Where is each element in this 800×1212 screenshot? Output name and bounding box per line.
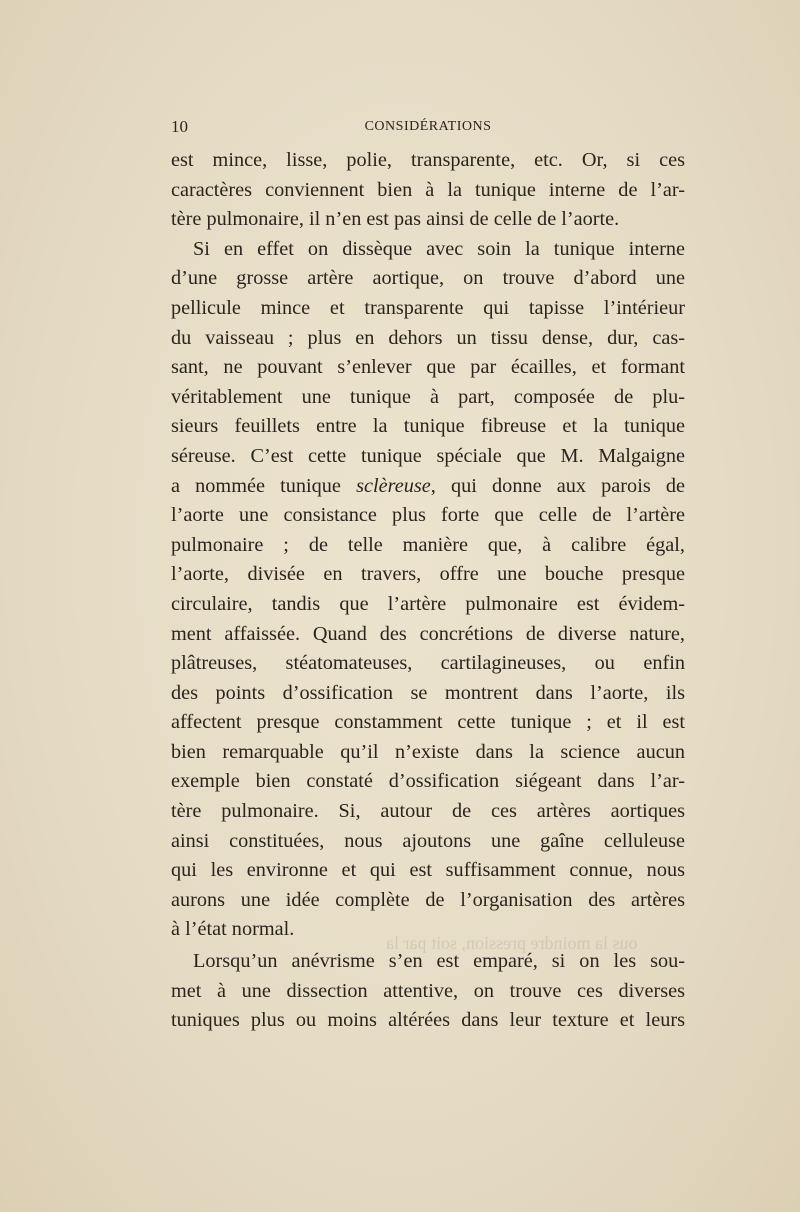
text-line: l’aorte une consistance plus forte que celle de l’artère <box>171 504 685 527</box>
text-line: aurons une idée complète de l’organisation des artères <box>171 888 685 911</box>
text-line: bien remarquable qu’il n’existe dans la science aucun <box>171 740 685 763</box>
text-line: à l’état normal. <box>171 918 295 941</box>
text-line: séreuse. C’est cette tunique spéciale que M. Malgaigne <box>171 444 685 467</box>
text-line: des points d’ossification se montrent dans l’aorte, ils <box>171 681 685 704</box>
text-line: tère pulmonaire, il n’en est pas ainsi de celle de l’aorte. <box>171 208 620 231</box>
text-line: ment affaissée. Quand des concrétions de diverse nature, <box>171 622 685 645</box>
text-line: exemple bien constaté d’ossification siégeant dans l’ar- <box>171 770 685 793</box>
running-head: CONSIDÉRATIONS <box>364 119 492 134</box>
text-line: du vaisseau ; plus en dehors un tissu dense, dur, cas- <box>171 326 685 349</box>
text-line: est mince, lisse, polie, transparente, etc. Or, si ces <box>171 149 685 171</box>
text-line: plâtreuses, stéatomateuses, cartilagineuses, ou enfin <box>171 652 685 675</box>
text-line-with-italic <box>171 472 685 502</box>
text-line: pulmonaire ; de telle manière que, à calibre égal, <box>171 533 685 556</box>
text-line: d’une grosse artère aortique, on trouve d’abord une <box>171 267 685 290</box>
text-line: Si en effet on dissèque avec soin la tunique interne <box>193 237 685 260</box>
page-header <box>171 117 685 139</box>
text-line: tère pulmonaire. Si, autour de ces artères aortiques <box>171 800 685 823</box>
text-line: pellicule mince et transparente qui tapisse l’intérieur <box>171 296 685 319</box>
text-segment: a nommée tunique <box>171 474 357 497</box>
text-line: Lorsqu’un anévrisme s’en est emparé, si on les sou- <box>193 950 685 973</box>
body-text <box>171 146 685 1036</box>
text-line: met à une dissection attentive, on trouve ces diverses <box>171 979 685 1002</box>
text-line: qui les environne et qui est suffisamment connue, nous <box>171 859 685 882</box>
text-line: l’aorte, divisée en travers, offre une bouche presque <box>171 563 685 586</box>
text-line: tuniques plus ou moins altérées dans leur texture et leurs <box>171 1009 685 1032</box>
text-line: circulaire, tandis que l’artère pulmonaire est évidem- <box>171 592 685 615</box>
page-number: 10 <box>171 117 188 136</box>
text-line: affectent presque constamment cette tunique ; et il est <box>171 711 685 734</box>
bleed-through-text: ous la moindre pression, soit par la <box>386 933 638 953</box>
text-line: caractères conviennent bien à la tunique interne de l’ar- <box>171 178 685 201</box>
text-line: sieurs feuillets entre la tunique fibreuse et la tunique <box>171 415 685 438</box>
italic-term: sclèreuse <box>356 474 431 497</box>
text-line: sant, ne pouvant s’enlever que par écailles, et formant <box>171 356 685 379</box>
text-segment: , qui donne aux parois de <box>430 474 685 497</box>
text-line: ainsi constituées, nous ajoutons une gaîne celluleuse <box>171 829 685 852</box>
text-line: véritablement une tunique à part, composée de plu- <box>171 385 685 408</box>
